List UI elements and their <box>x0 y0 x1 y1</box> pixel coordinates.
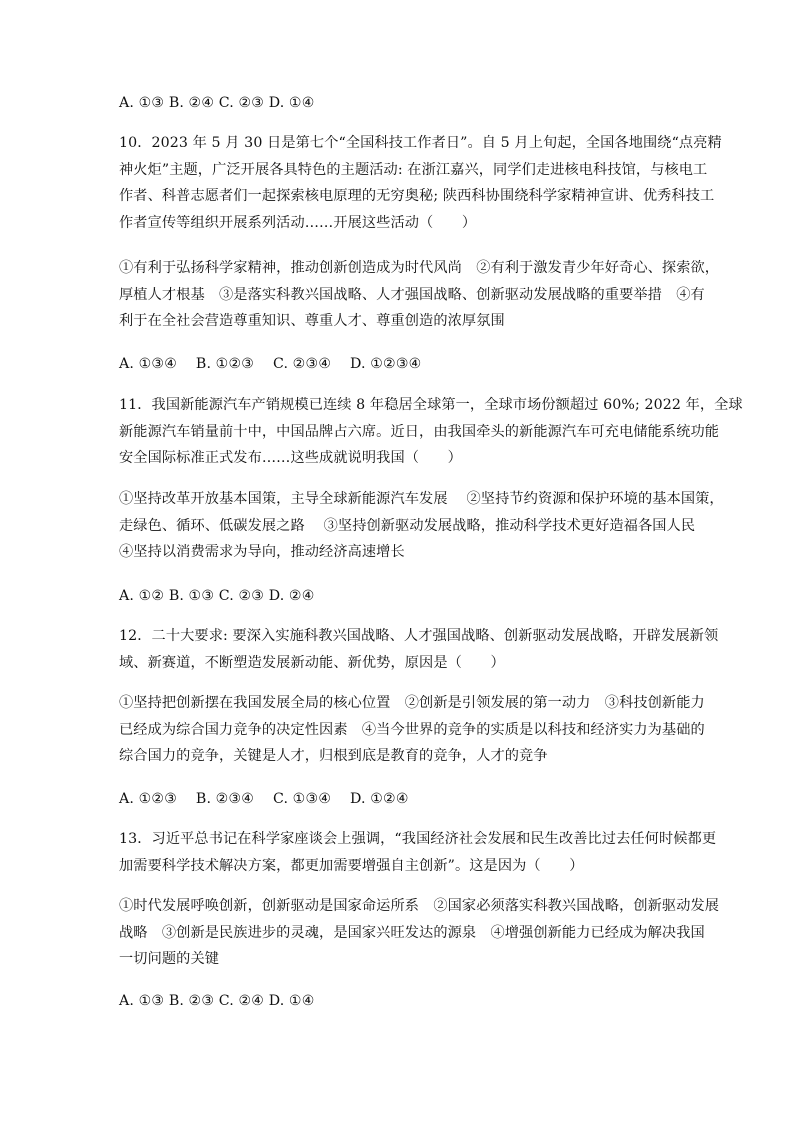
statement-line: 走绿色、循环、低碳发展之路 ③坚持创新驱动发展战略，推动科学技术更好造福各国人民 <box>119 517 696 534</box>
q9-answers <box>119 90 719 117</box>
statement-line: 利于在全社会营造尊重知识、尊重人才、尊重创造的浓厚氛围 <box>119 313 505 330</box>
question-12-statements <box>119 690 719 770</box>
question-stem-line: 11．我国新能源汽车产销规模已连续 8 年稳居全球第一，全球市场份额超过 60%; 2022 年，全球 <box>119 397 743 413</box>
question-11-statements <box>119 486 724 566</box>
statement-line: ①时代发展呼唤创新，创新驱动是国家命运所系 ②国家必须落实科教兴国战略，创新驱动发展 <box>119 898 720 914</box>
answer-options: A. ①②③ B. ②③④ C. ①③④ D. ①②④ <box>119 791 409 807</box>
q12-answers <box>119 786 719 813</box>
question-10 <box>119 130 722 236</box>
statement-line: 综合国力的竞争，关键是人才，归根到底是教育的竞争，人才的竞争 <box>119 748 548 765</box>
question-11 <box>119 392 743 472</box>
question-stem-line: 安全国际标准正式发布……这些成就说明我国（ ） <box>119 450 462 467</box>
question-stem-line: 域、新赛道，不断塑造发展新动能、新优势，原因是（ ） <box>119 654 505 671</box>
statement-line: 一切问题的关键 <box>119 951 220 968</box>
question-stem-line: 新能源汽车销量前十中，中国品牌占六席。近日，由我国牵头的新能源汽车可充电储能系统功能 <box>119 423 720 440</box>
question-stem-line: 作者宣传等组织开展系列活动……开展这些活动（ ） <box>119 214 477 231</box>
question-stem-line: 13．习近平总书记在科学家座谈会上强调，“我国经济社会发展和民生改善比过去任何时候都更 <box>119 831 717 847</box>
statement-line: ①有利于弘扬科学家精神，推动创新创造成为时代风尚 ②有利于激发青少年好奇心、探索欲， <box>119 260 720 276</box>
question-stem-line: 10．2023 年 5 月 30 日是第七个“全国科技工作者日”。自 5 月上旬起，全国各地围绕“点亮精 <box>119 135 722 151</box>
question-13 <box>119 826 719 879</box>
answer-options: A. ①③ B. ②③ C. ②④ D. ①④ <box>119 993 315 1009</box>
statement-line: 厚植人才根基 ③是落实科教兴国战略、人才强国战略、创新驱动发展战略的重要举措 ④有 <box>119 286 705 303</box>
question-stem-line: 作者、科普志愿者们一起探索核电原理的无穷奥秘; 陕西科协围绕科学家精神宣讲、优秀科技工 <box>119 188 715 205</box>
statement-line: 已经成为综合国力竞争的决定性因素 ④当今世界的竞争的实质是以科技和经济实力为基础的 <box>119 721 705 738</box>
statement-line: ①坚持改革开放基本国策，主导全球新能源汽车发展 ②坚持节约资源和保护环境的基本国策， <box>119 491 724 507</box>
statement-line: ④坚持以消费需求为导向，推动经济高速增长 <box>119 544 405 561</box>
question-stem-line: 加需要科学技术解决方案，都更加需要增强自主创新”。这是因为（ ） <box>119 857 584 874</box>
answer-options: A. ①③④ B. ①②③ C. ②③④ D. ①②③④ <box>119 356 422 372</box>
statement-line: ①坚持把创新摆在我国发展全局的核心位置 ②创新是引领发展的第一动力 ③科技创新能力 <box>119 695 705 711</box>
question-10-statements <box>119 255 719 335</box>
q11-answers <box>119 583 719 610</box>
answer-options: A. ①③ B. ②④ C. ②③ D. ①④ <box>119 95 315 111</box>
question-12 <box>119 623 719 676</box>
q13-answers <box>119 988 719 1015</box>
question-stem-line: 12．二十大要求: 要深入实施科教兴国战略、人才强国战略、创新驱动发展战略，开辟发展新领 <box>119 628 719 644</box>
question-stem-line: 神火炬”主题，广泛开展各具特色的主题活动: 在浙江嘉兴，同学们走进核电科技馆，与核电工 <box>119 161 708 178</box>
statement-line: 战略 ③创新是民族进步的灵魂，是国家兴旺发达的源泉 ④增强创新能力已经成为解决我国 <box>119 924 705 941</box>
question-13-statements <box>119 893 719 973</box>
answer-options: A. ①② B. ①③ C. ②③ D. ②④ <box>119 588 315 604</box>
q10-answers <box>119 351 719 378</box>
